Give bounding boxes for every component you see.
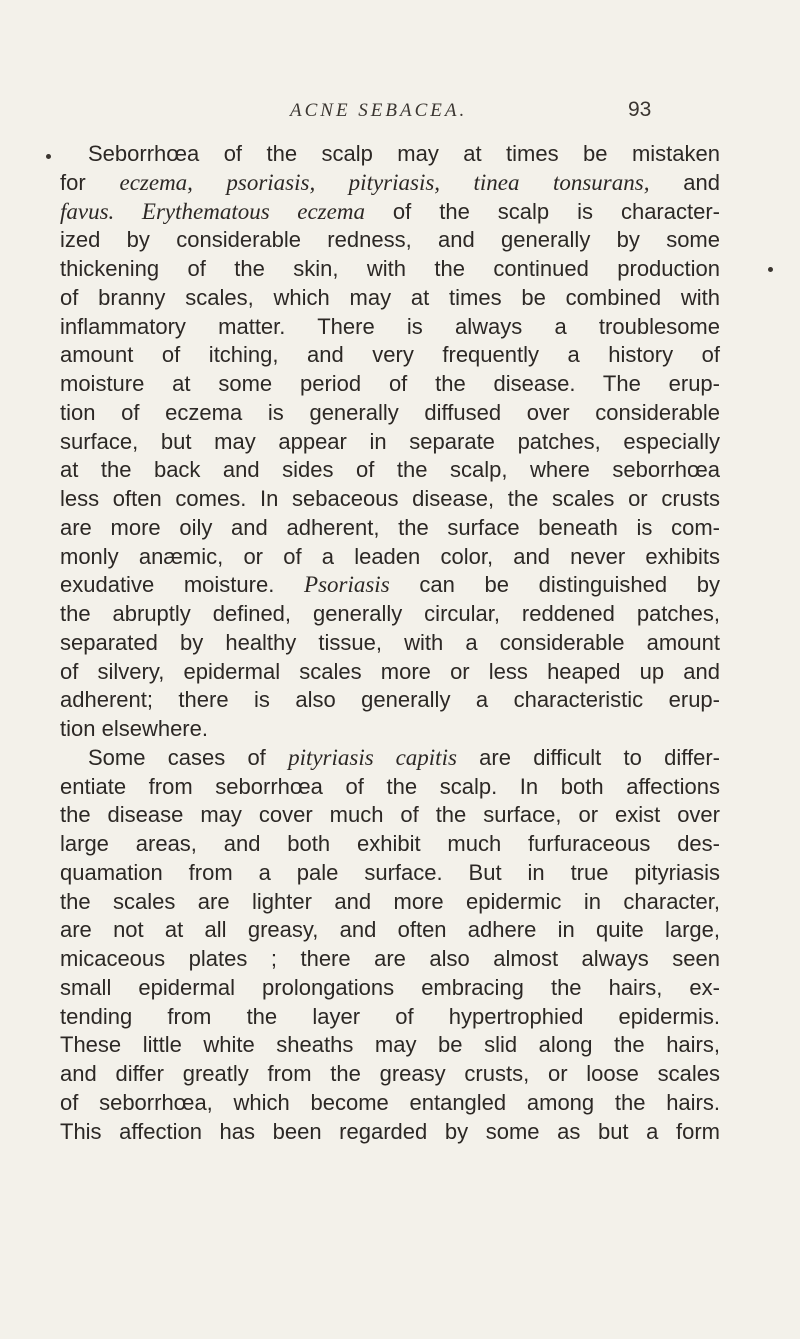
margin-speck <box>46 154 51 159</box>
text-run: Some cases of <box>88 744 289 770</box>
text-run: are more oily and adherent, the surface beneath is com- <box>60 514 720 540</box>
text-line <box>60 198 720 227</box>
text-run: tion elsewhere. <box>60 716 208 741</box>
text-line <box>60 456 720 485</box>
body-text <box>60 140 720 1146</box>
text-run: the scales are lighter and more epidermic in character, <box>60 888 720 914</box>
text-run: of the scalp is character- <box>364 198 720 224</box>
text-run: micaceous plates ; there are also almost always seen <box>60 946 720 971</box>
text-line <box>60 1003 720 1032</box>
text-run: of branny scales, which may at times be combined with <box>60 284 720 310</box>
text-run: tending from the layer of hypertrophied epidermis. <box>60 1003 720 1029</box>
text-run: large areas, and both exhibit much furfuraceous des- <box>60 831 720 856</box>
text-line <box>60 945 720 974</box>
text-run: adherent; there is also generally a characteristic erup- <box>60 687 720 713</box>
text-run: exudative moisture. <box>60 572 305 598</box>
text-run: tion of eczema is generally diffused over considerable <box>60 399 720 425</box>
italic-term: pityriasis capitis <box>288 744 457 770</box>
text-line <box>60 744 720 773</box>
text-run: Seborrhœa of the scalp may at times be mistaken <box>88 141 720 166</box>
text-run: of silvery, epidermal scales more or less heaped up and <box>60 658 720 684</box>
text-line <box>60 313 720 342</box>
text-line <box>60 1089 720 1118</box>
text-line <box>60 715 720 744</box>
text-run: thickening of the skin, with the continued production <box>60 256 720 281</box>
text-run: the abruptly defined, generally circular, reddened patches, <box>60 601 720 626</box>
text-line <box>60 1118 720 1147</box>
text-line <box>60 686 720 715</box>
text-line <box>60 658 720 687</box>
text-line <box>60 341 720 370</box>
italic-term: Psoriasis <box>304 572 390 598</box>
text-run: of seborrhœa, which become entangled among the hairs. <box>60 1089 720 1115</box>
text-line <box>60 571 720 600</box>
text-run: are not at all greasy, and often adhere in quite large, <box>60 917 720 943</box>
text-run: This affection has been regarded by some as but a form <box>60 1118 720 1144</box>
text-run: monly anæmic, or of a leaden color, and never exhibits <box>60 543 720 569</box>
text-line <box>60 859 720 888</box>
text-run: quamation from a pale surface. But in true pityriasis <box>60 859 720 885</box>
text-run: These little white sheaths may be slid along the hairs, <box>60 1032 720 1058</box>
text-line <box>60 428 720 457</box>
text-line <box>60 1060 720 1089</box>
text-run: and differ greatly from the greasy crusts, or loose scales <box>60 1061 720 1086</box>
margin-speck <box>768 267 773 272</box>
text-run: surface, but may appear in separate patches, especially <box>60 428 720 454</box>
text-line <box>60 370 720 399</box>
text-run: entiate from seborrhœa of the scalp. In both affections <box>60 773 720 799</box>
running-head <box>0 100 800 130</box>
text-line <box>60 629 720 658</box>
text-line <box>60 773 720 802</box>
text-line <box>60 830 720 859</box>
text-line <box>60 1031 720 1060</box>
text-run: are difficult to differ- <box>456 744 720 770</box>
page-number: 93 <box>628 98 652 121</box>
text-run: can be distinguished by <box>389 572 720 598</box>
text-line <box>60 801 720 830</box>
text-line <box>60 255 720 284</box>
text-run: inflammatory matter. There is always a troublesome <box>60 313 720 339</box>
text-line <box>60 485 720 514</box>
italic-term: eczema, psoriasis, pityriasis, tinea tonsurans, <box>119 169 650 195</box>
text-line <box>60 543 720 572</box>
text-run: for <box>60 169 120 195</box>
text-run: moisture at some period of the disease. The erup- <box>60 371 720 396</box>
text-line <box>60 974 720 1003</box>
text-line <box>60 514 720 543</box>
text-line <box>60 169 720 198</box>
text-line <box>60 600 720 629</box>
text-run: the disease may cover much of the surface, or exist over <box>60 802 720 828</box>
text-line <box>60 888 720 917</box>
text-run: at the back and sides of the scalp, where seborrhœa <box>60 457 720 483</box>
text-line <box>60 284 720 313</box>
text-line <box>60 399 720 428</box>
text-run: less often comes. In sebaceous disease, the scales or crusts <box>60 486 720 511</box>
running-title: ACNE SEBACEA. <box>290 100 468 121</box>
text-run: amount of itching, and very frequently a history of <box>60 342 720 368</box>
text-line <box>60 226 720 255</box>
text-line <box>60 916 720 945</box>
text-run: ized by considerable redness, and generally by some <box>60 227 720 253</box>
text-run: separated by healthy tissue, with a considerable amount <box>60 629 720 655</box>
italic-term: favus. Erythematous eczema <box>60 198 365 224</box>
text-run: and <box>649 169 720 195</box>
text-line <box>60 140 720 169</box>
text-run: small epidermal prolongations embracing the hairs, ex- <box>60 974 720 1000</box>
